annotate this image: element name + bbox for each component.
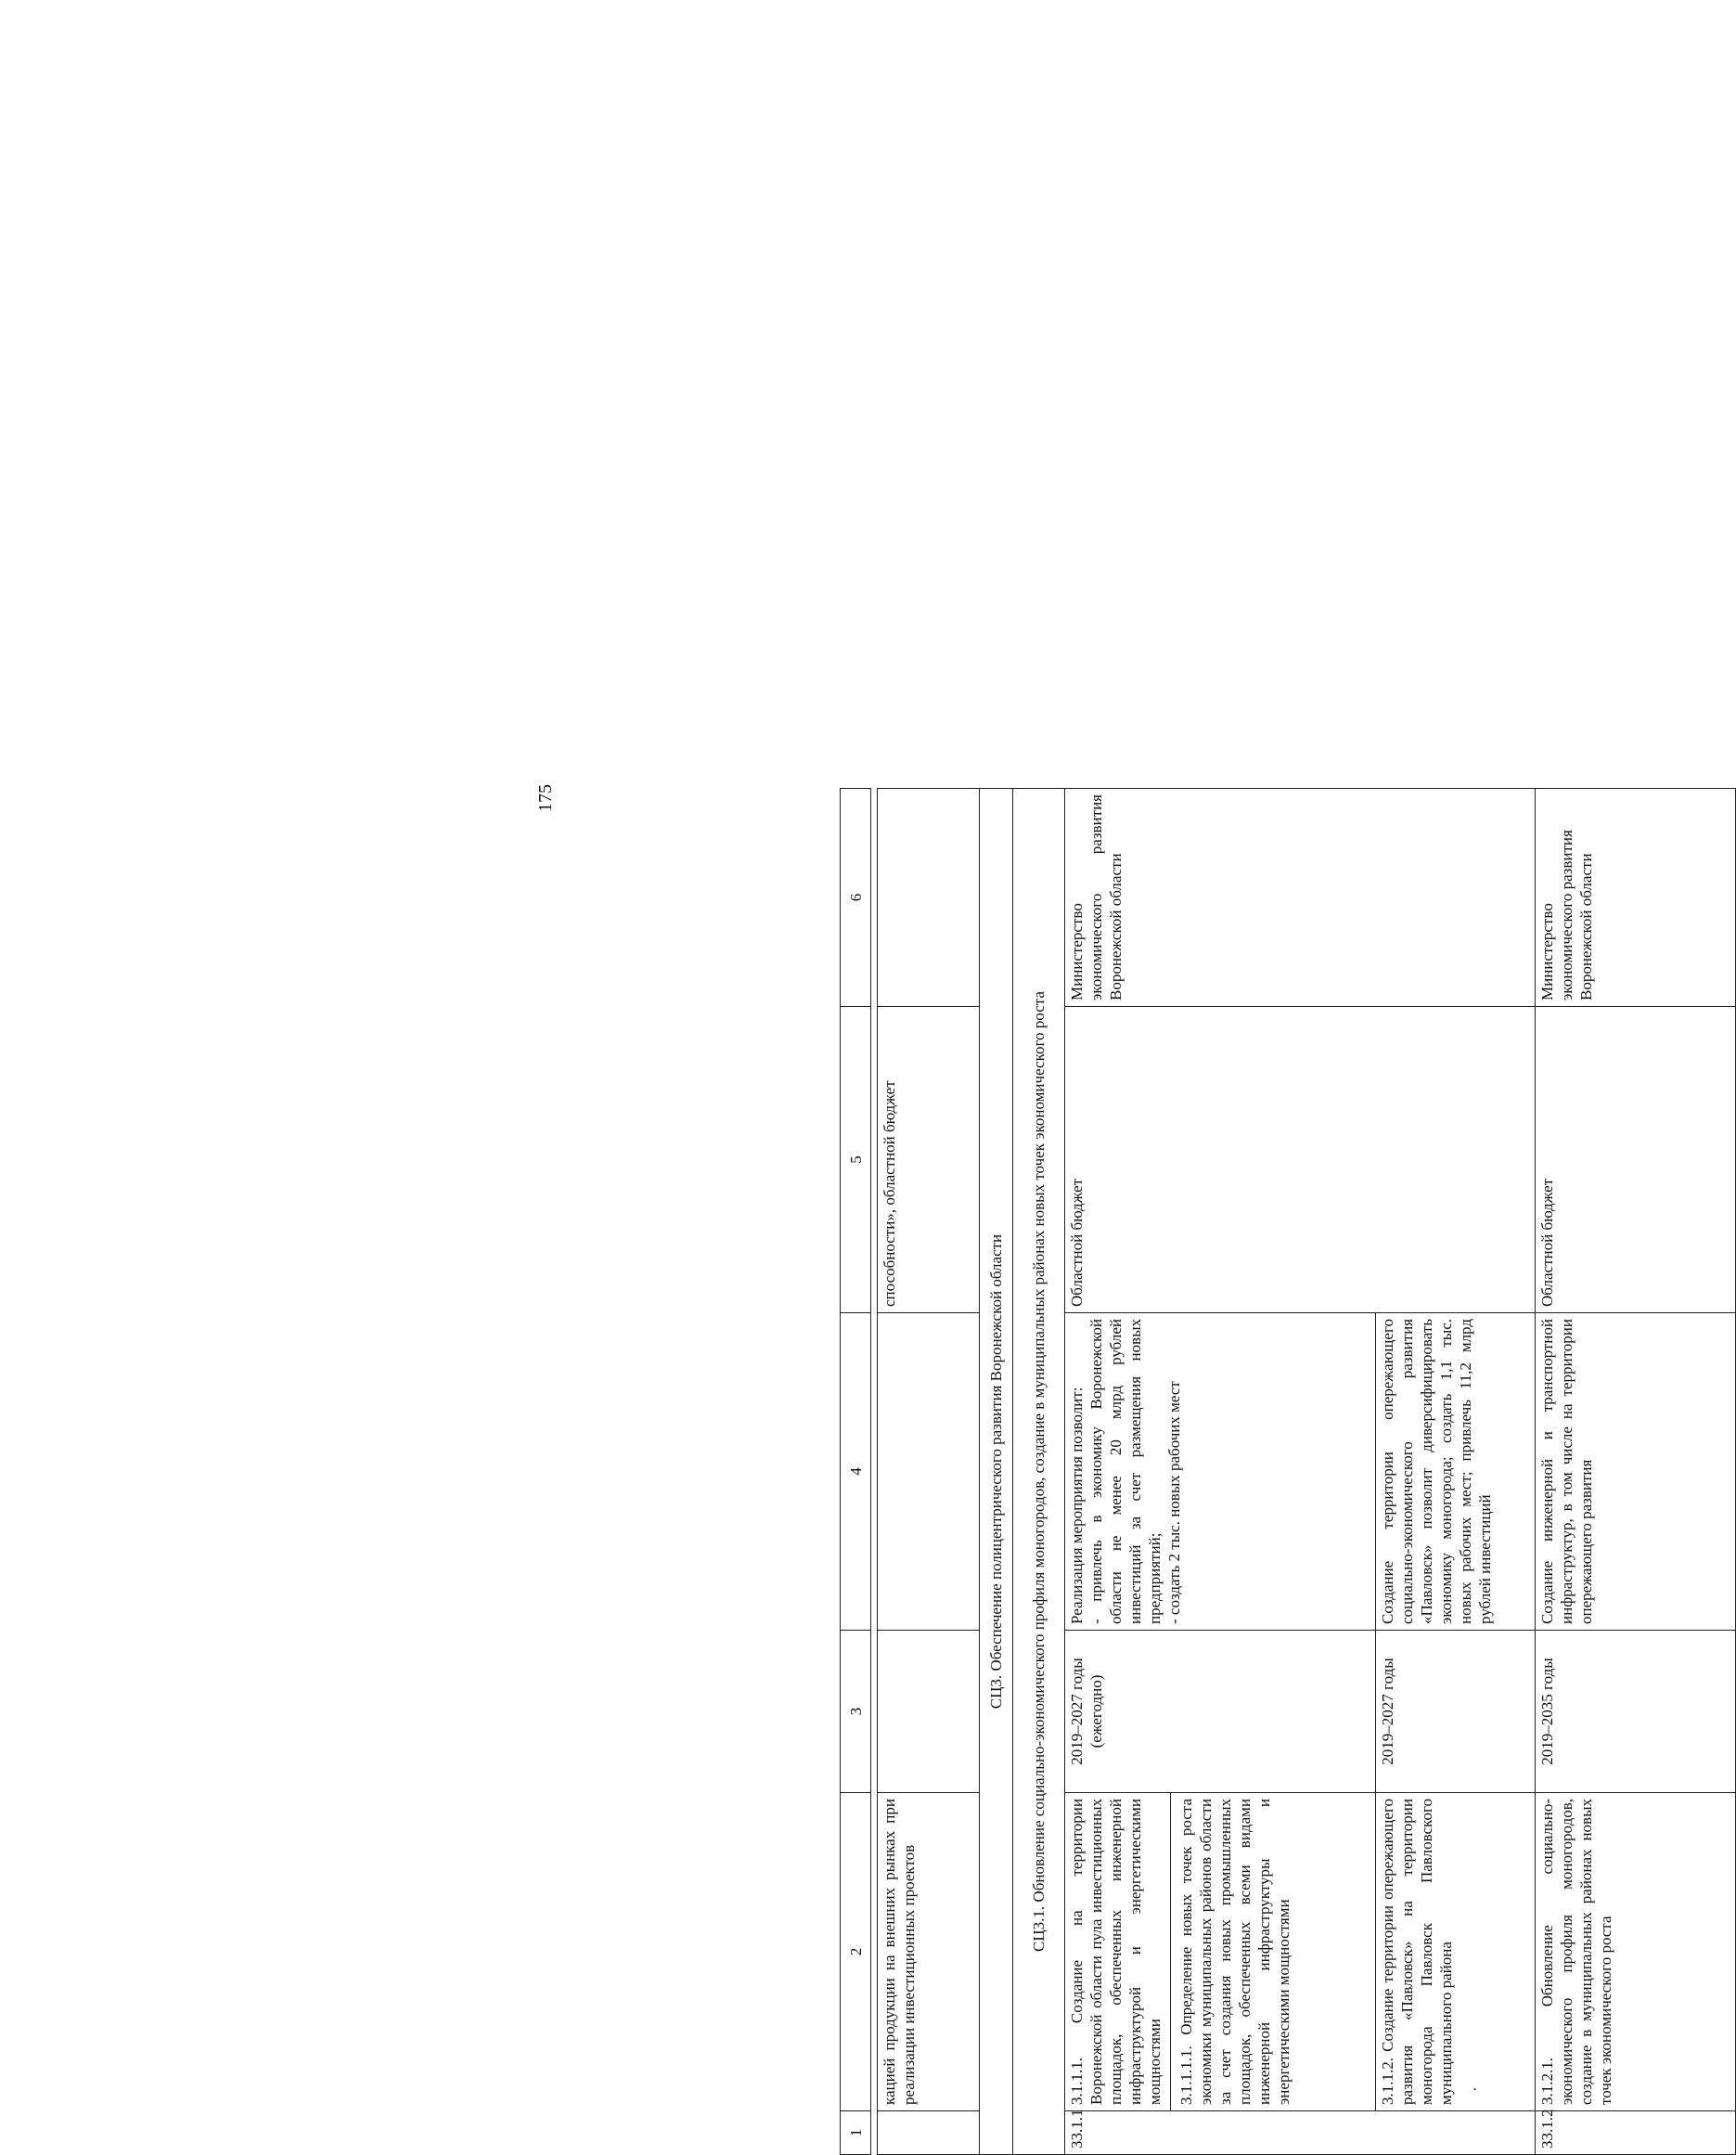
- header-row: [841, 789, 871, 2155]
- row-source: Областной бюджет: [1536, 1007, 1736, 1313]
- row-measure: [1376, 1793, 1536, 2111]
- section-row-main: [980, 789, 1013, 2155]
- row-source: Областной бюджет: [1065, 1007, 1536, 1313]
- header-col-3: 3: [841, 1631, 871, 1793]
- row-code: З3.1.2: [1536, 2111, 1736, 2155]
- row-code: З3.1.1: [1065, 2111, 1536, 2155]
- row-period: 2019–2035 годы: [1536, 1631, 1736, 1793]
- result-bullet-1: - привлечь в экономику Воронежской области не менее 20 млрд рублей инвестиций за счет размещения новых предприятий;: [1087, 1319, 1164, 1624]
- section-row-sub: [1013, 789, 1065, 2155]
- row-result: Создание территории опережающего социально-экономического развития «Павловск» позволит диверсифицировать экономику моногорода; создать 1,1 тыс. новых рабочих мест; привлечь 11,2 млрд рублей инвестиций: [1376, 1313, 1536, 1631]
- measure-sub: 3.1.1.1.1. Определение новых точек роста экономики муниципальных районов области за счет создания новых промышленных площадок, обеспеченных всеми видами инженерной инфраструктуры и энергетическими мощностями: [1170, 1793, 1293, 2110]
- table-row: [1536, 789, 1736, 2155]
- header-col-4: 4: [841, 1313, 871, 1631]
- header-col-1: 1: [841, 2111, 871, 2155]
- measures-table: [840, 788, 1736, 2155]
- row-period: 2019–2027 годы (ежегодно): [1065, 1631, 1376, 1793]
- row-measure: 3.1.2.1. Обновление социально-экономического профиля моногородов, создание в муниципальных районах новых точек экономического роста: [1536, 1793, 1736, 2111]
- measure-main: 3.1.1.2. Создание территории опережающего развития «Павловск» на территории моногорода Павловск Павловского муниципального района: [1379, 1799, 1455, 2105]
- cont-measure-text: кацией продукции на внешних рынках при реализации инвестиционных проектов: [878, 1793, 980, 2111]
- row-period: 2019–2027 годы: [1376, 1631, 1536, 1793]
- table-row: [1065, 789, 1376, 2155]
- measure-main: 3.1.1.1. Создание на территории Воронежской области пула инвестиционных площадок, обеспеченных инженерной инфраструктурой и энергетическими мощностями: [1068, 1799, 1164, 2105]
- section-main-title: СЦ3. Обеспечение полицентрического развития Воронежской области: [980, 789, 1013, 2155]
- row-measure: [1065, 1793, 1376, 2111]
- page-number: 175: [535, 784, 556, 812]
- header-col-6: 6: [841, 789, 871, 1007]
- row-executor: Министерство экономического развития Воронежской области: [1536, 789, 1736, 1007]
- header-col-2: 2: [841, 1793, 871, 2111]
- cont-source-text: способности», областной бюджет: [878, 1007, 980, 1313]
- result-intro: Реализация мероприятия позволит:: [1068, 1387, 1086, 1624]
- measure-dot: ·: [1466, 2086, 1484, 2092]
- header-gap: [871, 789, 878, 2155]
- result-bullet-2: - создать 2 тыс. новых рабочих мест: [1165, 1381, 1183, 1624]
- row-result: [1065, 1313, 1376, 1631]
- row-executor: Министерство экономического развития Воронежской области: [1065, 789, 1536, 1007]
- rotated-table-sheet: [840, 789, 1736, 2155]
- continuation-row: [878, 789, 980, 2155]
- header-col-5: 5: [841, 1007, 871, 1313]
- section-sub-title: СЦ3.1. Обновление социально-экономического профиля моногородов, создание в муниципальных районах новых точек экономического роста: [1013, 789, 1065, 2155]
- row-result: Создание инженерной и транспортной инфраструктур, в том числе на территории опережающего развития: [1536, 1313, 1736, 1631]
